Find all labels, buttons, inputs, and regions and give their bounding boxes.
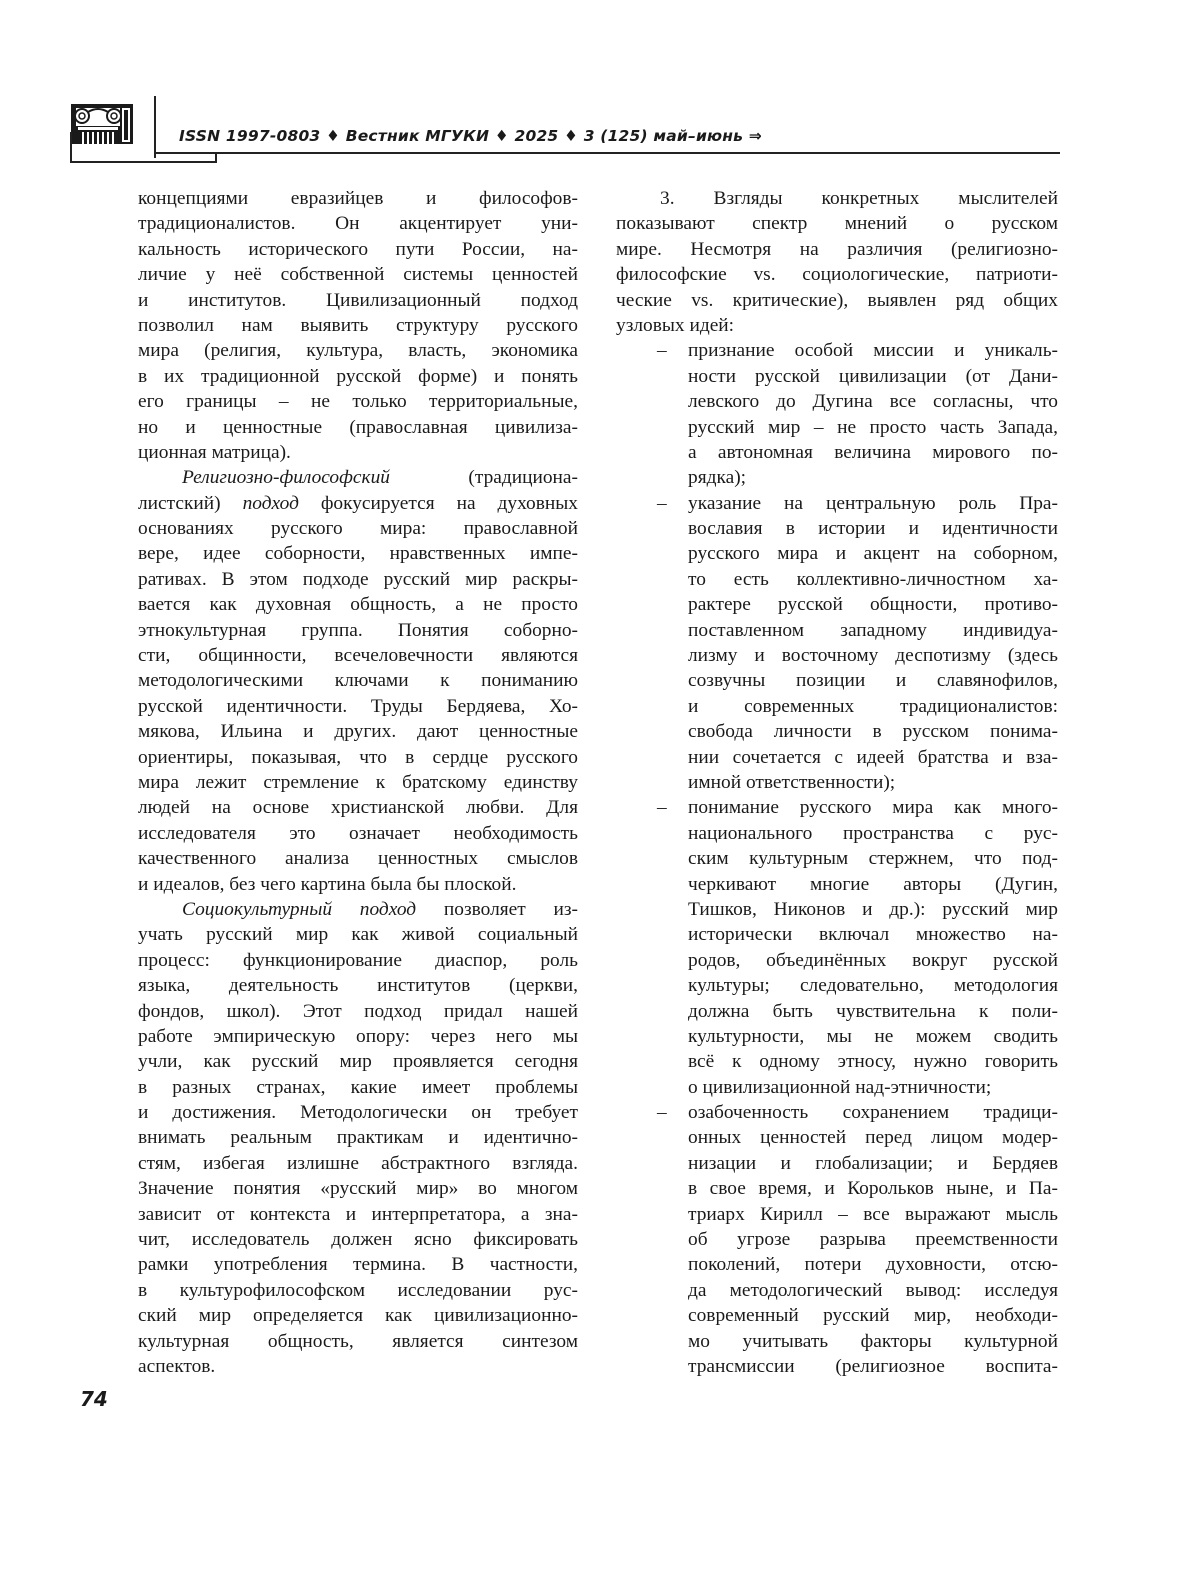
- text-line: ориентиры, показывая, что в сердце русского: [138, 746, 578, 768]
- text-line: работе эмпирическую опору: через него мы: [138, 1025, 578, 1047]
- page-number: 74: [80, 1387, 108, 1411]
- text-line: мо учитывать факторы культурной: [688, 1330, 1058, 1352]
- text-line: русский мир – не просто часть Запада,: [688, 416, 1058, 438]
- text-line: мякова, Ильина и других. дают ценностные: [138, 721, 578, 743]
- text-line: исследователя это означает необходимость: [138, 822, 578, 844]
- text-line: и идеалов, без чего картина была бы плоской.: [138, 873, 517, 895]
- text-line: чит, исследователь должен ясно фиксировать: [138, 1229, 578, 1251]
- text-line: ционная матрица).: [138, 441, 291, 463]
- text-line: Социокультурный подход позволяет из-: [182, 898, 578, 920]
- text-line: ский мир определяется как цивилизационно-: [138, 1305, 578, 1327]
- header-text: ISSN 1997-0803 ♦ Вестник МГУКИ ♦ 2025 ♦ 3 (125) май–июнь ⇒: [179, 127, 762, 145]
- text-line: кальность исторического пути России, на-: [138, 238, 578, 260]
- text-line: сти, общинности, всечеловечности являются: [138, 645, 578, 667]
- text-line: языка, деятельность институтов (церкви,: [138, 975, 578, 997]
- text-line: нии сочетается с идеей братства и вза-: [688, 746, 1058, 768]
- text-line: философские vs. социологические, патриоти-: [616, 264, 1058, 286]
- text-line: – указание на центральную роль Пра-: [616, 491, 1058, 516]
- text-line: всё к одному этносу, нужно говорить: [688, 1051, 1058, 1073]
- text-line: вается как духовная общность, а не просто: [138, 594, 578, 616]
- text-line: фондов, школ). Этот подход придал нашей: [138, 1000, 578, 1022]
- text-line: учать русский мир как живой социальный: [138, 924, 578, 946]
- text-line: поколений, потери духовности, отсю-: [688, 1254, 1058, 1276]
- text-line: процесс: функционирование диаспор, роль: [138, 949, 578, 971]
- italic-term: подход: [242, 492, 299, 514]
- text-line: методологическими ключами к пониманию: [138, 670, 578, 692]
- text-line: качественного анализа ценностных смыслов: [138, 848, 578, 870]
- text-line: 3. Взгляды конкретных мыслителей: [660, 188, 1058, 209]
- bullet-list-item: [616, 338, 1058, 490]
- text-line: мире. Несмотря на различия (религиозно-: [616, 238, 1058, 260]
- text-line: зависит от контекста и интерпретатора, а зна-: [138, 1203, 578, 1225]
- text-line: свобода личности в русском понима-: [688, 721, 1058, 743]
- text-line: ративах. В этом подходе русский мир раскры-: [138, 568, 578, 590]
- text-line: и современных традиционалистов:: [688, 695, 1058, 717]
- text-line: аспектов.: [138, 1355, 216, 1377]
- text-line: учли, как русский мир проявляется сегодня: [138, 1051, 578, 1073]
- text-line: рактере русской общности, противо-: [688, 594, 1058, 616]
- text-line: об угрозе разрыва преемственности: [688, 1229, 1058, 1251]
- text-line: лизму и восточному деспотизму (здесь: [688, 645, 1058, 667]
- text-line: людей на основе христианской любви. Для: [138, 797, 578, 819]
- header-rule: [154, 152, 1060, 154]
- text-line: вославия в истории и идентичности: [688, 518, 1058, 540]
- text-line: Религиозно-философский (традициона-: [182, 467, 578, 489]
- text-line: стям, избегая излишне абстрактного взгляда.: [138, 1152, 578, 1174]
- bullet-list-item: [616, 795, 1058, 1100]
- running-header: [62, 96, 1062, 166]
- text-line: имной ответственности);: [688, 771, 896, 793]
- text-line: русского мира и акцент на соборном,: [688, 543, 1058, 565]
- text-line: рамки употребления термина. В частности,: [138, 1254, 578, 1276]
- text-line: ским культурным стержнем, что под-: [688, 848, 1058, 870]
- text-line: основаниях русского мира: православной: [138, 518, 578, 540]
- text-line: в разных странах, какие имеет проблемы: [138, 1076, 578, 1098]
- left-column: [138, 186, 578, 1379]
- bullet-list-item: [616, 1100, 1058, 1379]
- text-line: национального пространства с рус-: [688, 822, 1058, 844]
- text-line: его границы – не только территориальные,: [138, 391, 578, 413]
- text-line: узловых идей:: [616, 314, 735, 336]
- list-dash: –: [657, 1102, 667, 1124]
- text-line: – признание особой миссии и уникаль-: [616, 338, 1058, 363]
- text-line: – понимание русского мира как много-: [616, 795, 1058, 820]
- text-line: в свое время, и Корольков ныне, и Па-: [688, 1178, 1058, 1200]
- text-line: да методологический вывод: исследуя: [688, 1279, 1058, 1301]
- text-line: Значение понятия «русский мир» во многом: [138, 1178, 578, 1200]
- text-line: ческие vs. критические), выявлен ряд общих: [616, 289, 1058, 311]
- text-line: низации и глобализации; и Бердяев: [688, 1152, 1058, 1174]
- text-line: традиционалистов. Он акцентирует уни-: [138, 213, 578, 235]
- text-line: а автономная величина мирового по-: [688, 441, 1058, 463]
- list-dash: –: [657, 492, 667, 514]
- text-line: о цивилизационной над-этничности;: [688, 1076, 992, 1098]
- text-line: этнокультурная группа. Понятия соборно-: [138, 619, 578, 641]
- text-line: левского до Дугина все согласны, что: [688, 391, 1058, 413]
- text-line: то есть коллективно-личностном ха-: [688, 568, 1058, 590]
- header-frame: [70, 132, 72, 162]
- text-line: личие у неё собственной системы ценностей: [138, 264, 578, 286]
- text-line: культурная общность, является синтезом: [138, 1330, 578, 1352]
- text-line: русской идентичности. Труды Бердяева, Хо-: [138, 695, 578, 717]
- text-line: листский) подход фокусируется на духовных: [138, 492, 578, 514]
- text-line: рядка);: [688, 467, 747, 489]
- text-line: родов, объединённых вокруг русской: [688, 949, 1058, 971]
- text-line: культурности, мы не можем сводить: [688, 1025, 1058, 1047]
- text-line: ности русской цивилизации (от Дани-: [688, 365, 1058, 387]
- text-line: созвучны позиции и славянофилов,: [688, 670, 1058, 692]
- text-line: трансмиссии (религиозное воспита-: [688, 1355, 1058, 1377]
- header-frame: [215, 152, 217, 163]
- italic-term: Религиозно-философский: [182, 467, 390, 489]
- text-line: мира лежит стремление к братскому единству: [138, 771, 578, 793]
- journal-logo-icon: [62, 96, 142, 162]
- text-line: концепциями евразийцев и философов-: [138, 188, 578, 209]
- right-column: [616, 186, 1058, 1379]
- list-dash: –: [657, 340, 667, 362]
- text-line: триарх Кирилл – все выражают мысль: [688, 1203, 1058, 1225]
- text-line: мира (религия, культура, власть, экономика: [138, 340, 578, 362]
- header-frame: [70, 161, 216, 163]
- list-dash: –: [657, 797, 667, 819]
- text-line: в их традиционной русской форме) и понять: [138, 365, 578, 387]
- text-line: онных ценностей перед лицом модер-: [688, 1127, 1058, 1149]
- header-rule-vertical: [154, 96, 156, 158]
- text-line: культуры; следовательно, методология: [688, 975, 1058, 997]
- text-line: показывают спектр мнений о русском: [616, 213, 1058, 235]
- text-line: но и ценностные (православная цивилиза-: [138, 416, 578, 438]
- text-line: вере, идее соборности, нравственных импе-: [138, 543, 578, 565]
- text-line: Тишков, Никонов и др.): русский мир: [688, 898, 1058, 920]
- text-line: в культурофилософском исследовании рус-: [138, 1279, 578, 1301]
- text-line: должна быть чувствительна к поли-: [688, 1000, 1058, 1022]
- text-line: и институтов. Цивилизационный подход: [138, 289, 578, 311]
- text-line: современный русский мир, необходи-: [688, 1305, 1058, 1327]
- italic-term: Социокультурный подход: [182, 898, 417, 920]
- text-line: и достижения. Методологически он требует: [138, 1102, 578, 1124]
- text-line: позволил нам выявить структуру русского: [138, 314, 578, 336]
- bullet-list-item: [616, 491, 1058, 796]
- text-line: внимать реальным практикам и идентично-: [138, 1127, 578, 1149]
- text-line: исторически включал множество на-: [688, 924, 1058, 946]
- text-line: черкивают многие авторы (Дугин,: [688, 873, 1058, 895]
- text-line: поставленном западному индивидуа-: [688, 619, 1058, 641]
- text-line: – озабоченность сохранением традици-: [616, 1100, 1058, 1125]
